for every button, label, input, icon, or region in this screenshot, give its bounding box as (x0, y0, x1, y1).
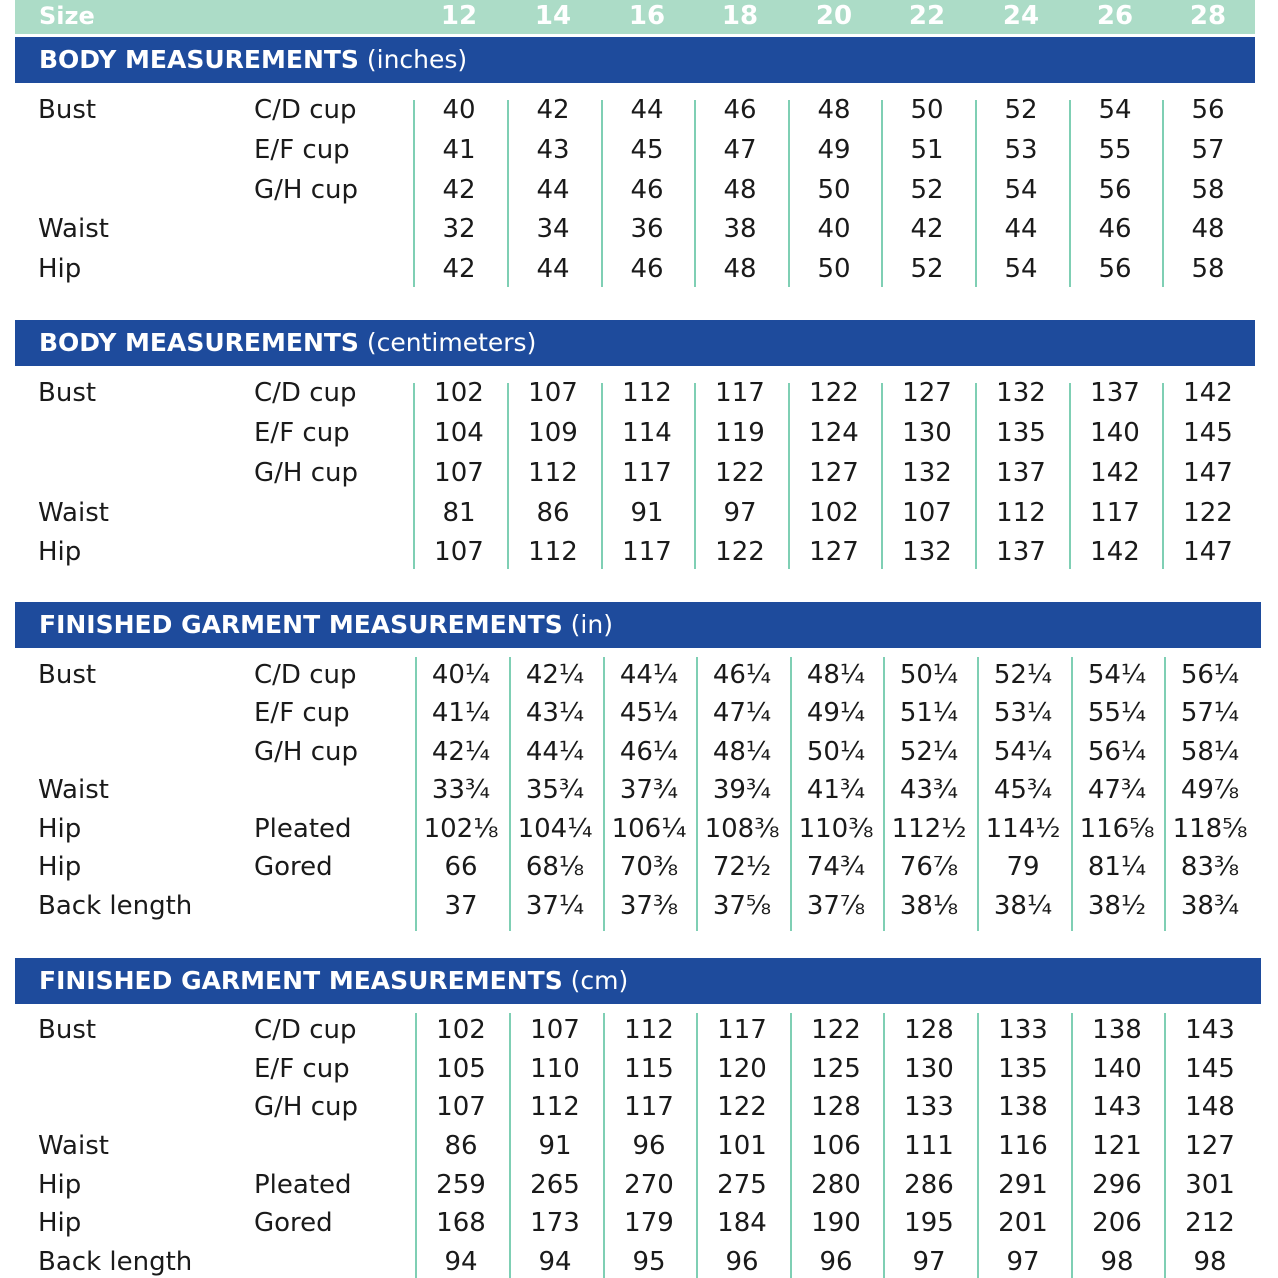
measurement-value: 122 (811, 1015, 861, 1045)
measurement-value: 112 (624, 1015, 674, 1045)
measurement-value: 48 (817, 95, 851, 125)
size-header-bar (15, 0, 1255, 34)
measurement-value: 40¼ (431, 660, 491, 690)
measurement-value: 46¼ (712, 660, 772, 690)
measurement-value: 48¼ (712, 737, 772, 767)
measurement-value: 127 (1185, 1131, 1235, 1161)
row-label: Hip (38, 537, 82, 567)
size-header-value: 12 (440, 1, 478, 31)
section-header (15, 320, 1255, 366)
measurement-value: 128 (904, 1015, 954, 1045)
row-sublabel: E/F cup (254, 1054, 350, 1084)
measurement-value: 179 (624, 1208, 674, 1238)
measurement-value: 81 (442, 498, 476, 528)
measurement-value: 137 (996, 537, 1046, 567)
section-title-main: FINISHED GARMENT MEASUREMENTS (39, 966, 563, 995)
measurement-value: 109 (528, 418, 578, 448)
size-header-label: Size (39, 2, 95, 30)
section-title-unit: (in) (570, 610, 613, 639)
measurement-value: 56 (1098, 175, 1132, 205)
row-sublabel: G/H cup (254, 737, 358, 767)
row-sublabel: C/D cup (254, 660, 357, 690)
measurement-value: 291 (998, 1170, 1048, 1200)
measurement-value: 36 (630, 214, 664, 244)
row-label: Back length (38, 1247, 193, 1277)
measurement-value: 116⅝ (1079, 814, 1155, 844)
measurement-value: 50¼ (806, 737, 866, 767)
measurement-value: 122 (1183, 498, 1233, 528)
measurement-value: 117 (1090, 498, 1140, 528)
measurement-value: 41 (442, 135, 476, 165)
measurement-value: 206 (1092, 1208, 1142, 1238)
measurement-value: 40 (817, 214, 851, 244)
measurement-value: 137 (996, 458, 1046, 488)
measurement-value: 48¼ (806, 660, 866, 690)
measurement-value: 147 (1183, 458, 1233, 488)
row-sublabel: Gored (254, 1208, 333, 1238)
measurement-value: 52¼ (899, 737, 959, 767)
measurement-value: 56 (1098, 254, 1132, 284)
measurement-value: 104¼ (517, 814, 593, 844)
measurement-value: 43 (536, 135, 570, 165)
measurement-value: 41¾ (806, 775, 866, 805)
measurement-value: 51 (910, 135, 944, 165)
measurement-value: 38¼ (993, 891, 1053, 921)
size-header-value: 24 (1002, 1, 1040, 31)
measurement-value: 108⅜ (704, 814, 780, 844)
measurement-value: 51¼ (899, 698, 959, 728)
section-title-unit: (centimeters) (366, 328, 537, 357)
measurement-value: 52¼ (993, 660, 1053, 690)
measurement-value: 52 (910, 254, 944, 284)
measurement-value: 81¼ (1087, 852, 1147, 882)
measurement-value: 96 (819, 1247, 853, 1277)
measurement-value: 33¾ (431, 775, 491, 805)
measurement-value: 97 (1006, 1247, 1040, 1277)
measurement-value: 43¾ (899, 775, 959, 805)
measurement-value: 46 (630, 254, 664, 284)
measurement-value: 145 (1183, 418, 1233, 448)
measurement-value: 114½ (985, 814, 1061, 844)
measurement-value: 114 (622, 418, 672, 448)
section-title-main: BODY MEASUREMENTS (39, 328, 359, 357)
measurement-value: 117 (624, 1092, 674, 1122)
measurement-value: 121 (1092, 1131, 1142, 1161)
measurement-value: 117 (715, 378, 765, 408)
section-header (15, 37, 1255, 83)
size-header-value: 18 (721, 1, 759, 31)
measurement-value: 47¼ (712, 698, 772, 728)
measurement-value: 48 (723, 175, 757, 205)
measurement-value: 50 (817, 175, 851, 205)
measurement-value: 54¼ (1087, 660, 1147, 690)
row-label: Bust (38, 660, 97, 690)
row-label: Bust (38, 1015, 97, 1045)
measurement-value: 42¼ (431, 737, 491, 767)
measurement-value: 72½ (712, 852, 772, 882)
measurement-value: 102 (434, 378, 484, 408)
measurement-value: 76⅞ (899, 852, 959, 882)
measurement-value: 37¼ (525, 891, 585, 921)
size-header-value: 20 (815, 1, 853, 31)
row-sublabel: E/F cup (254, 698, 350, 728)
measurement-value: 56¼ (1087, 737, 1147, 767)
measurement-value: 120 (717, 1054, 767, 1084)
measurement-value: 145 (1185, 1054, 1235, 1084)
row-label: Waist (38, 1131, 109, 1161)
measurement-value: 34 (536, 214, 570, 244)
measurement-value: 37 (444, 891, 478, 921)
row-label: Waist (38, 775, 109, 805)
measurement-value: 127 (902, 378, 952, 408)
measurement-value: 97 (723, 498, 757, 528)
measurement-value: 45 (630, 135, 664, 165)
measurement-value: 147 (1183, 537, 1233, 567)
row-sublabel: G/H cup (254, 175, 358, 205)
measurement-value: 54 (1004, 254, 1038, 284)
measurement-value: 138 (1092, 1015, 1142, 1045)
measurement-value: 190 (811, 1208, 861, 1238)
measurement-value: 46 (723, 95, 757, 125)
measurement-value: 39¾ (712, 775, 772, 805)
measurement-value: 37⅞ (806, 891, 866, 921)
measurement-value: 96 (725, 1247, 759, 1277)
row-sublabel: E/F cup (254, 135, 350, 165)
measurement-value: 142 (1090, 458, 1140, 488)
measurement-value: 94 (538, 1247, 572, 1277)
measurement-value: 286 (904, 1170, 954, 1200)
row-sublabel: C/D cup (254, 1015, 357, 1045)
measurement-value: 94 (444, 1247, 478, 1277)
measurement-value: 201 (998, 1208, 1048, 1238)
measurement-value: 44¼ (525, 737, 585, 767)
measurement-value: 117 (622, 458, 672, 488)
measurement-value: 107 (436, 1092, 486, 1122)
measurement-value: 46 (630, 175, 664, 205)
measurement-value: 83⅜ (1180, 852, 1240, 882)
size-header-value: 22 (908, 1, 946, 31)
measurement-value: 118⅝ (1172, 814, 1248, 844)
measurement-value: 133 (904, 1092, 954, 1122)
measurement-value: 132 (902, 458, 952, 488)
measurement-value: 54 (1004, 175, 1038, 205)
measurement-value: 112½ (891, 814, 967, 844)
measurement-value: 37¾ (619, 775, 679, 805)
measurement-value: 102 (436, 1015, 486, 1045)
size-header-value: 16 (628, 1, 666, 31)
measurement-value: 110 (530, 1054, 580, 1084)
measurement-value: 148 (1185, 1092, 1235, 1122)
measurement-value: 86 (444, 1131, 478, 1161)
measurement-value: 122 (715, 537, 765, 567)
measurement-value: 58 (1191, 175, 1225, 205)
measurement-value: 122 (717, 1092, 767, 1122)
measurement-value: 44 (630, 95, 664, 125)
measurement-value: 112 (528, 458, 578, 488)
row-label: Hip (38, 1208, 82, 1238)
measurement-value: 98 (1193, 1247, 1227, 1277)
measurement-value: 107 (528, 378, 578, 408)
row-sublabel: Gored (254, 852, 333, 882)
measurement-value: 50 (910, 95, 944, 125)
measurement-value: 57 (1191, 135, 1225, 165)
measurement-value: 97 (912, 1247, 946, 1277)
measurement-value: 133 (998, 1015, 1048, 1045)
measurement-value: 74¾ (806, 852, 866, 882)
measurement-value: 112 (528, 537, 578, 567)
measurement-value: 66 (444, 852, 478, 882)
section-title (39, 320, 536, 366)
measurement-value: 70⅜ (619, 852, 679, 882)
size-header-value: 26 (1096, 1, 1134, 31)
measurement-value: 44¼ (619, 660, 679, 690)
measurement-value: 101 (717, 1131, 767, 1161)
measurement-value: 184 (717, 1208, 767, 1238)
measurement-value: 140 (1092, 1054, 1142, 1084)
row-label: Hip (38, 1170, 82, 1200)
measurement-value: 38½ (1087, 891, 1147, 921)
section-title (39, 958, 628, 1004)
measurement-value: 45¼ (619, 698, 679, 728)
measurement-value: 270 (624, 1170, 674, 1200)
size-header-value: 14 (534, 1, 572, 31)
measurement-value: 130 (904, 1054, 954, 1084)
row-label: Back length (38, 891, 193, 921)
row-sublabel: G/H cup (254, 1092, 358, 1122)
row-sublabel: Pleated (254, 1170, 352, 1200)
row-label: Hip (38, 254, 82, 284)
measurement-value: 50 (817, 254, 851, 284)
measurement-value: 54¼ (993, 737, 1053, 767)
measurement-value: 48 (723, 254, 757, 284)
measurement-value: 46 (1098, 214, 1132, 244)
measurement-value: 42 (442, 175, 476, 205)
measurement-value: 107 (902, 498, 952, 528)
measurement-value: 47 (723, 135, 757, 165)
section-header (15, 602, 1261, 648)
measurement-value: 50¼ (899, 660, 959, 690)
measurement-value: 116 (998, 1131, 1048, 1161)
section-title (39, 602, 613, 648)
row-sublabel: G/H cup (254, 458, 358, 488)
measurement-value: 137 (1090, 378, 1140, 408)
measurement-value: 53 (1004, 135, 1038, 165)
size-header-value: 28 (1189, 1, 1227, 31)
measurement-value: 106¼ (611, 814, 687, 844)
measurement-value: 91 (630, 498, 664, 528)
measurement-value: 55¼ (1087, 698, 1147, 728)
measurement-value: 42 (536, 95, 570, 125)
measurement-value: 52 (910, 175, 944, 205)
measurement-value: 35¾ (525, 775, 585, 805)
measurement-value: 48 (1191, 214, 1225, 244)
measurement-value: 112 (530, 1092, 580, 1122)
measurement-value: 132 (996, 378, 1046, 408)
section-header (15, 958, 1261, 1004)
measurement-value: 52 (1004, 95, 1038, 125)
measurement-value: 127 (809, 537, 859, 567)
row-label: Waist (38, 214, 109, 244)
measurement-value: 122 (809, 378, 859, 408)
section-title-main: FINISHED GARMENT MEASUREMENTS (39, 610, 563, 639)
row-label: Bust (38, 95, 97, 125)
measurement-value: 119 (715, 418, 765, 448)
measurement-value: 42 (910, 214, 944, 244)
measurement-value: 44 (536, 254, 570, 284)
measurement-value: 106 (811, 1131, 861, 1161)
row-sublabel: E/F cup (254, 418, 350, 448)
measurement-value: 56 (1191, 95, 1225, 125)
measurement-value: 56¼ (1180, 660, 1240, 690)
measurement-value: 135 (996, 418, 1046, 448)
measurement-value: 53¼ (993, 698, 1053, 728)
measurement-value: 45¾ (993, 775, 1053, 805)
measurement-value: 102 (809, 498, 859, 528)
measurement-value: 212 (1185, 1208, 1235, 1238)
measurement-value: 112 (622, 378, 672, 408)
measurement-value: 40 (442, 95, 476, 125)
measurement-value: 49¼ (806, 698, 866, 728)
measurement-value: 104 (434, 418, 484, 448)
measurement-value: 117 (717, 1015, 767, 1045)
measurement-value: 110⅜ (798, 814, 874, 844)
measurement-value: 301 (1185, 1170, 1235, 1200)
measurement-value: 43¼ (525, 698, 585, 728)
measurement-value: 130 (902, 418, 952, 448)
row-label: Hip (38, 852, 82, 882)
measurement-value: 79 (1006, 852, 1040, 882)
measurement-value: 132 (902, 537, 952, 567)
measurement-value: 122 (715, 458, 765, 488)
measurement-value: 140 (1090, 418, 1140, 448)
measurement-value: 47¾ (1087, 775, 1147, 805)
measurement-value: 111 (904, 1131, 954, 1161)
measurement-value: 296 (1092, 1170, 1142, 1200)
measurement-value: 173 (530, 1208, 580, 1238)
measurement-value: 42 (442, 254, 476, 284)
measurement-value: 117 (622, 537, 672, 567)
measurement-value: 91 (538, 1131, 572, 1161)
measurement-value: 259 (436, 1170, 486, 1200)
row-label: Hip (38, 814, 82, 844)
measurement-value: 107 (530, 1015, 580, 1045)
measurement-value: 105 (436, 1054, 486, 1084)
measurement-value: 58¼ (1180, 737, 1240, 767)
measurement-value: 143 (1185, 1015, 1235, 1045)
measurement-value: 57¼ (1180, 698, 1240, 728)
row-label: Waist (38, 498, 109, 528)
measurement-value: 135 (998, 1054, 1048, 1084)
measurement-value: 115 (624, 1054, 674, 1084)
measurement-value: 49⅞ (1180, 775, 1240, 805)
measurement-value: 58 (1191, 254, 1225, 284)
measurement-value: 128 (811, 1092, 861, 1122)
measurement-value: 195 (904, 1208, 954, 1238)
measurement-value: 265 (530, 1170, 580, 1200)
measurement-value: 96 (632, 1131, 666, 1161)
measurement-value: 44 (1004, 214, 1038, 244)
measurement-value: 38 (723, 214, 757, 244)
measurement-value: 44 (536, 175, 570, 205)
measurement-value: 95 (632, 1247, 666, 1277)
measurement-value: 124 (809, 418, 859, 448)
measurement-value: 112 (996, 498, 1046, 528)
measurement-value: 86 (536, 498, 570, 528)
section-title-main: BODY MEASUREMENTS (39, 45, 359, 74)
measurement-value: 168 (436, 1208, 486, 1238)
row-label: Bust (38, 378, 97, 408)
measurement-value: 49 (817, 135, 851, 165)
measurement-value: 127 (809, 458, 859, 488)
measurement-value: 37⅜ (619, 891, 679, 921)
measurement-value: 125 (811, 1054, 861, 1084)
measurement-value: 55 (1098, 135, 1132, 165)
measurement-value: 32 (442, 214, 476, 244)
measurement-value: 46¼ (619, 737, 679, 767)
measurement-value: 107 (434, 537, 484, 567)
row-sublabel: C/D cup (254, 95, 357, 125)
row-sublabel: C/D cup (254, 378, 357, 408)
section-title-unit: (inches) (366, 45, 468, 74)
measurement-value: 102⅛ (423, 814, 499, 844)
measurement-value: 68⅛ (525, 852, 585, 882)
measurement-value: 143 (1092, 1092, 1142, 1122)
measurement-value: 38¾ (1180, 891, 1240, 921)
row-sublabel: Pleated (254, 814, 352, 844)
measurement-value: 41¼ (431, 698, 491, 728)
measurement-value: 37⅝ (712, 891, 772, 921)
measurement-value: 42¼ (525, 660, 585, 690)
measurement-value: 275 (717, 1170, 767, 1200)
measurement-value: 142 (1183, 378, 1233, 408)
measurement-value: 54 (1098, 95, 1132, 125)
measurement-value: 98 (1100, 1247, 1134, 1277)
measurement-value: 107 (434, 458, 484, 488)
measurement-value: 38⅛ (899, 891, 959, 921)
measurement-value: 138 (998, 1092, 1048, 1122)
measurement-value: 142 (1090, 537, 1140, 567)
section-title (39, 37, 467, 83)
measurement-value: 280 (811, 1170, 861, 1200)
section-title-unit: (cm) (570, 966, 629, 995)
